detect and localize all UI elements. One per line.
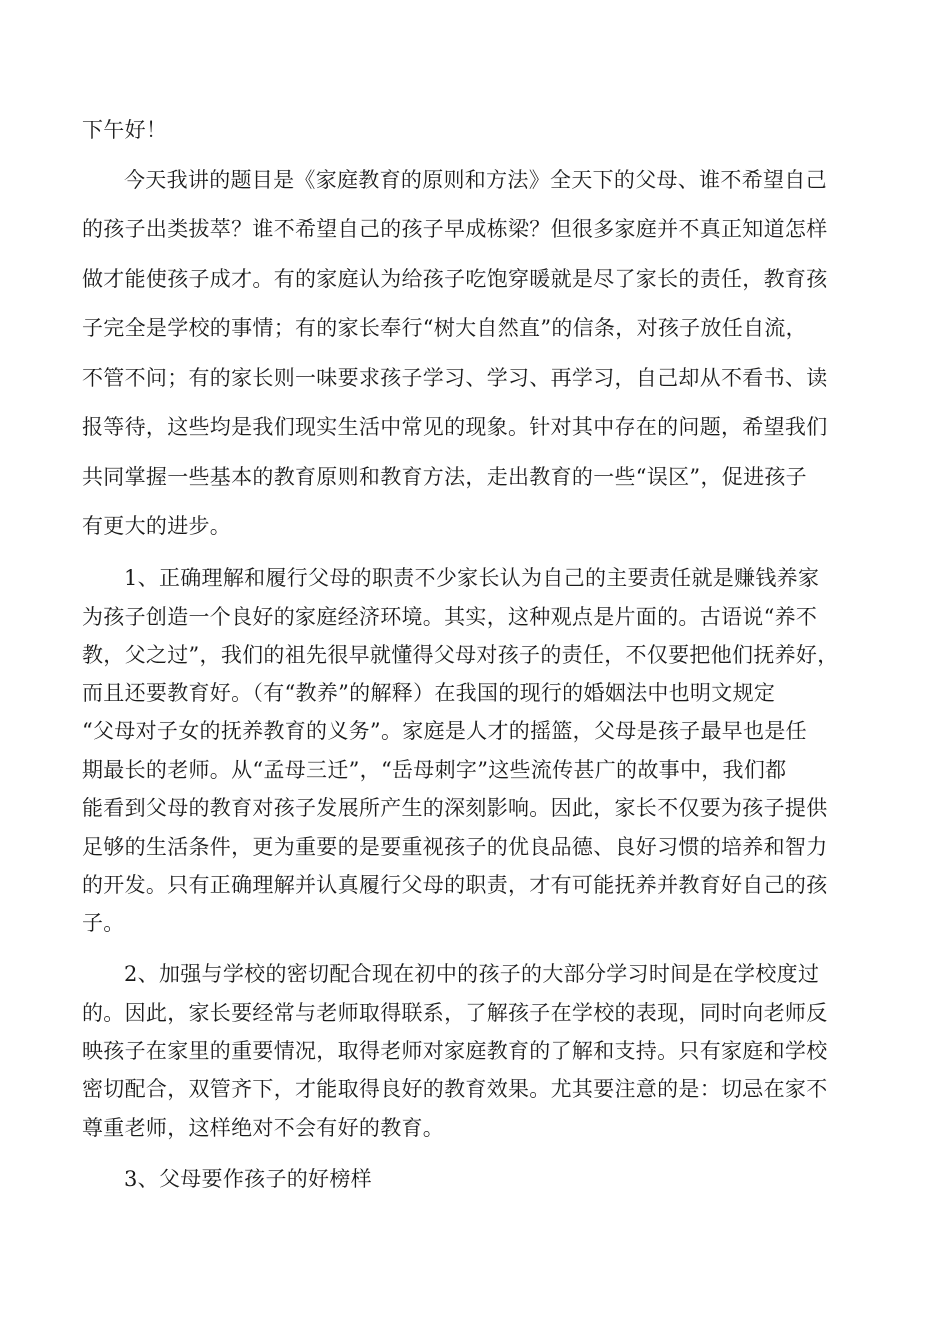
paragraph-1-line: 不管不问；有的家长则一味要求孩子学习、学习、再学习，自己却从不看书、读 (82, 366, 828, 390)
paragraph-1-line: 做才能使孩子成才。有的家庭认为给孩子吃饱穿暖就是尽了家长的责任，教育孩 (82, 267, 828, 291)
paragraph-1-line: 今天我讲的题目是《家庭教育的原则和方法》全天下的父母、谁不希望自己 (124, 168, 827, 192)
paragraph-2-line: 的开发。只有正确理解并认真履行父母的职责，才有可能抚养并教育好自己的孩 (82, 873, 828, 897)
paragraph-1-line: 的孩子出类拔萃？谁不希望自己的孩子早成栋梁？但很多家庭并不真正知道怎样 (82, 217, 828, 241)
paragraph-2-line: 子。 (82, 911, 125, 935)
paragraph-2-line: 为孩子创造一个良好的家庭经济环境。其实，这种观点是片面的。古语说“养不 (82, 605, 818, 629)
paragraph-4-line: 3、父母要作孩子的好榜样 (124, 1167, 372, 1191)
paragraph-2-line: “父母对子女的抚养教育的义务”。家庭是人才的摇篮，父母是孩子最早也是任 (82, 719, 807, 743)
paragraph-1-line: 有更大的进步。 (82, 514, 232, 538)
paragraph-3-line: 尊重老师，这样绝对不会有好的教育。 (82, 1116, 445, 1140)
paragraph-3-line: 2、加强与学校的密切配合现在初中的孩子的大部分学习时间是在学校度过 (124, 962, 820, 986)
paragraph-2-line: 教，父之过”，我们的祖先很早就懂得父母对孩子的责任，不仅要把他们抚养好， (82, 643, 839, 667)
paragraph-3-line: 的。因此，家长要经常与老师取得联系，了解孩子在学校的表现，同时向老师反 (82, 1001, 828, 1025)
paragraph-2-line: 能看到父母的教育对孩子发展所产生的深刻影响。因此，家长不仅要为孩子提供 (82, 796, 828, 820)
paragraph-3-line: 密切配合，双管齐下，才能取得良好的教育效果。尤其要注意的是：切忌在家不 (82, 1077, 828, 1101)
paragraph-2-line: 期最长的老师。从“孟母三迁”，“岳母刺字”这些流传甚广的故事中，我们都 (82, 758, 787, 782)
paragraph-2-line: 而且还要教育好。（有“教养”的解释）在我国的现行的婚姻法中也明文规定 (82, 681, 776, 705)
paragraph-1-line: 共同掌握一些基本的教育原则和教育方法，走出教育的一些“误区”，促进孩子 (82, 465, 807, 489)
paragraph-1-line: 报等待，这些均是我们现实生活中常见的现象。针对其中存在的问题，希望我们 (82, 415, 828, 439)
greeting-line: 下午好！ (82, 118, 168, 142)
paragraph-1-line: 子完全是学校的事情；有的家长奉行“树大自然直”的信条，对孩子放任自流， (82, 316, 807, 340)
paragraph-2-line: 足够的生活条件，更为重要的是要重视孩子的优良品德、良好习惯的培养和智力 (82, 835, 828, 859)
paragraph-2-line: 1、正确理解和履行父母的职责不少家长认为自己的主要责任就是赚钱养家 (124, 566, 820, 590)
paragraph-3-line: 映孩子在家里的重要情况，取得老师对家庭教育的了解和支持。只有家庭和学校 (82, 1039, 828, 1063)
